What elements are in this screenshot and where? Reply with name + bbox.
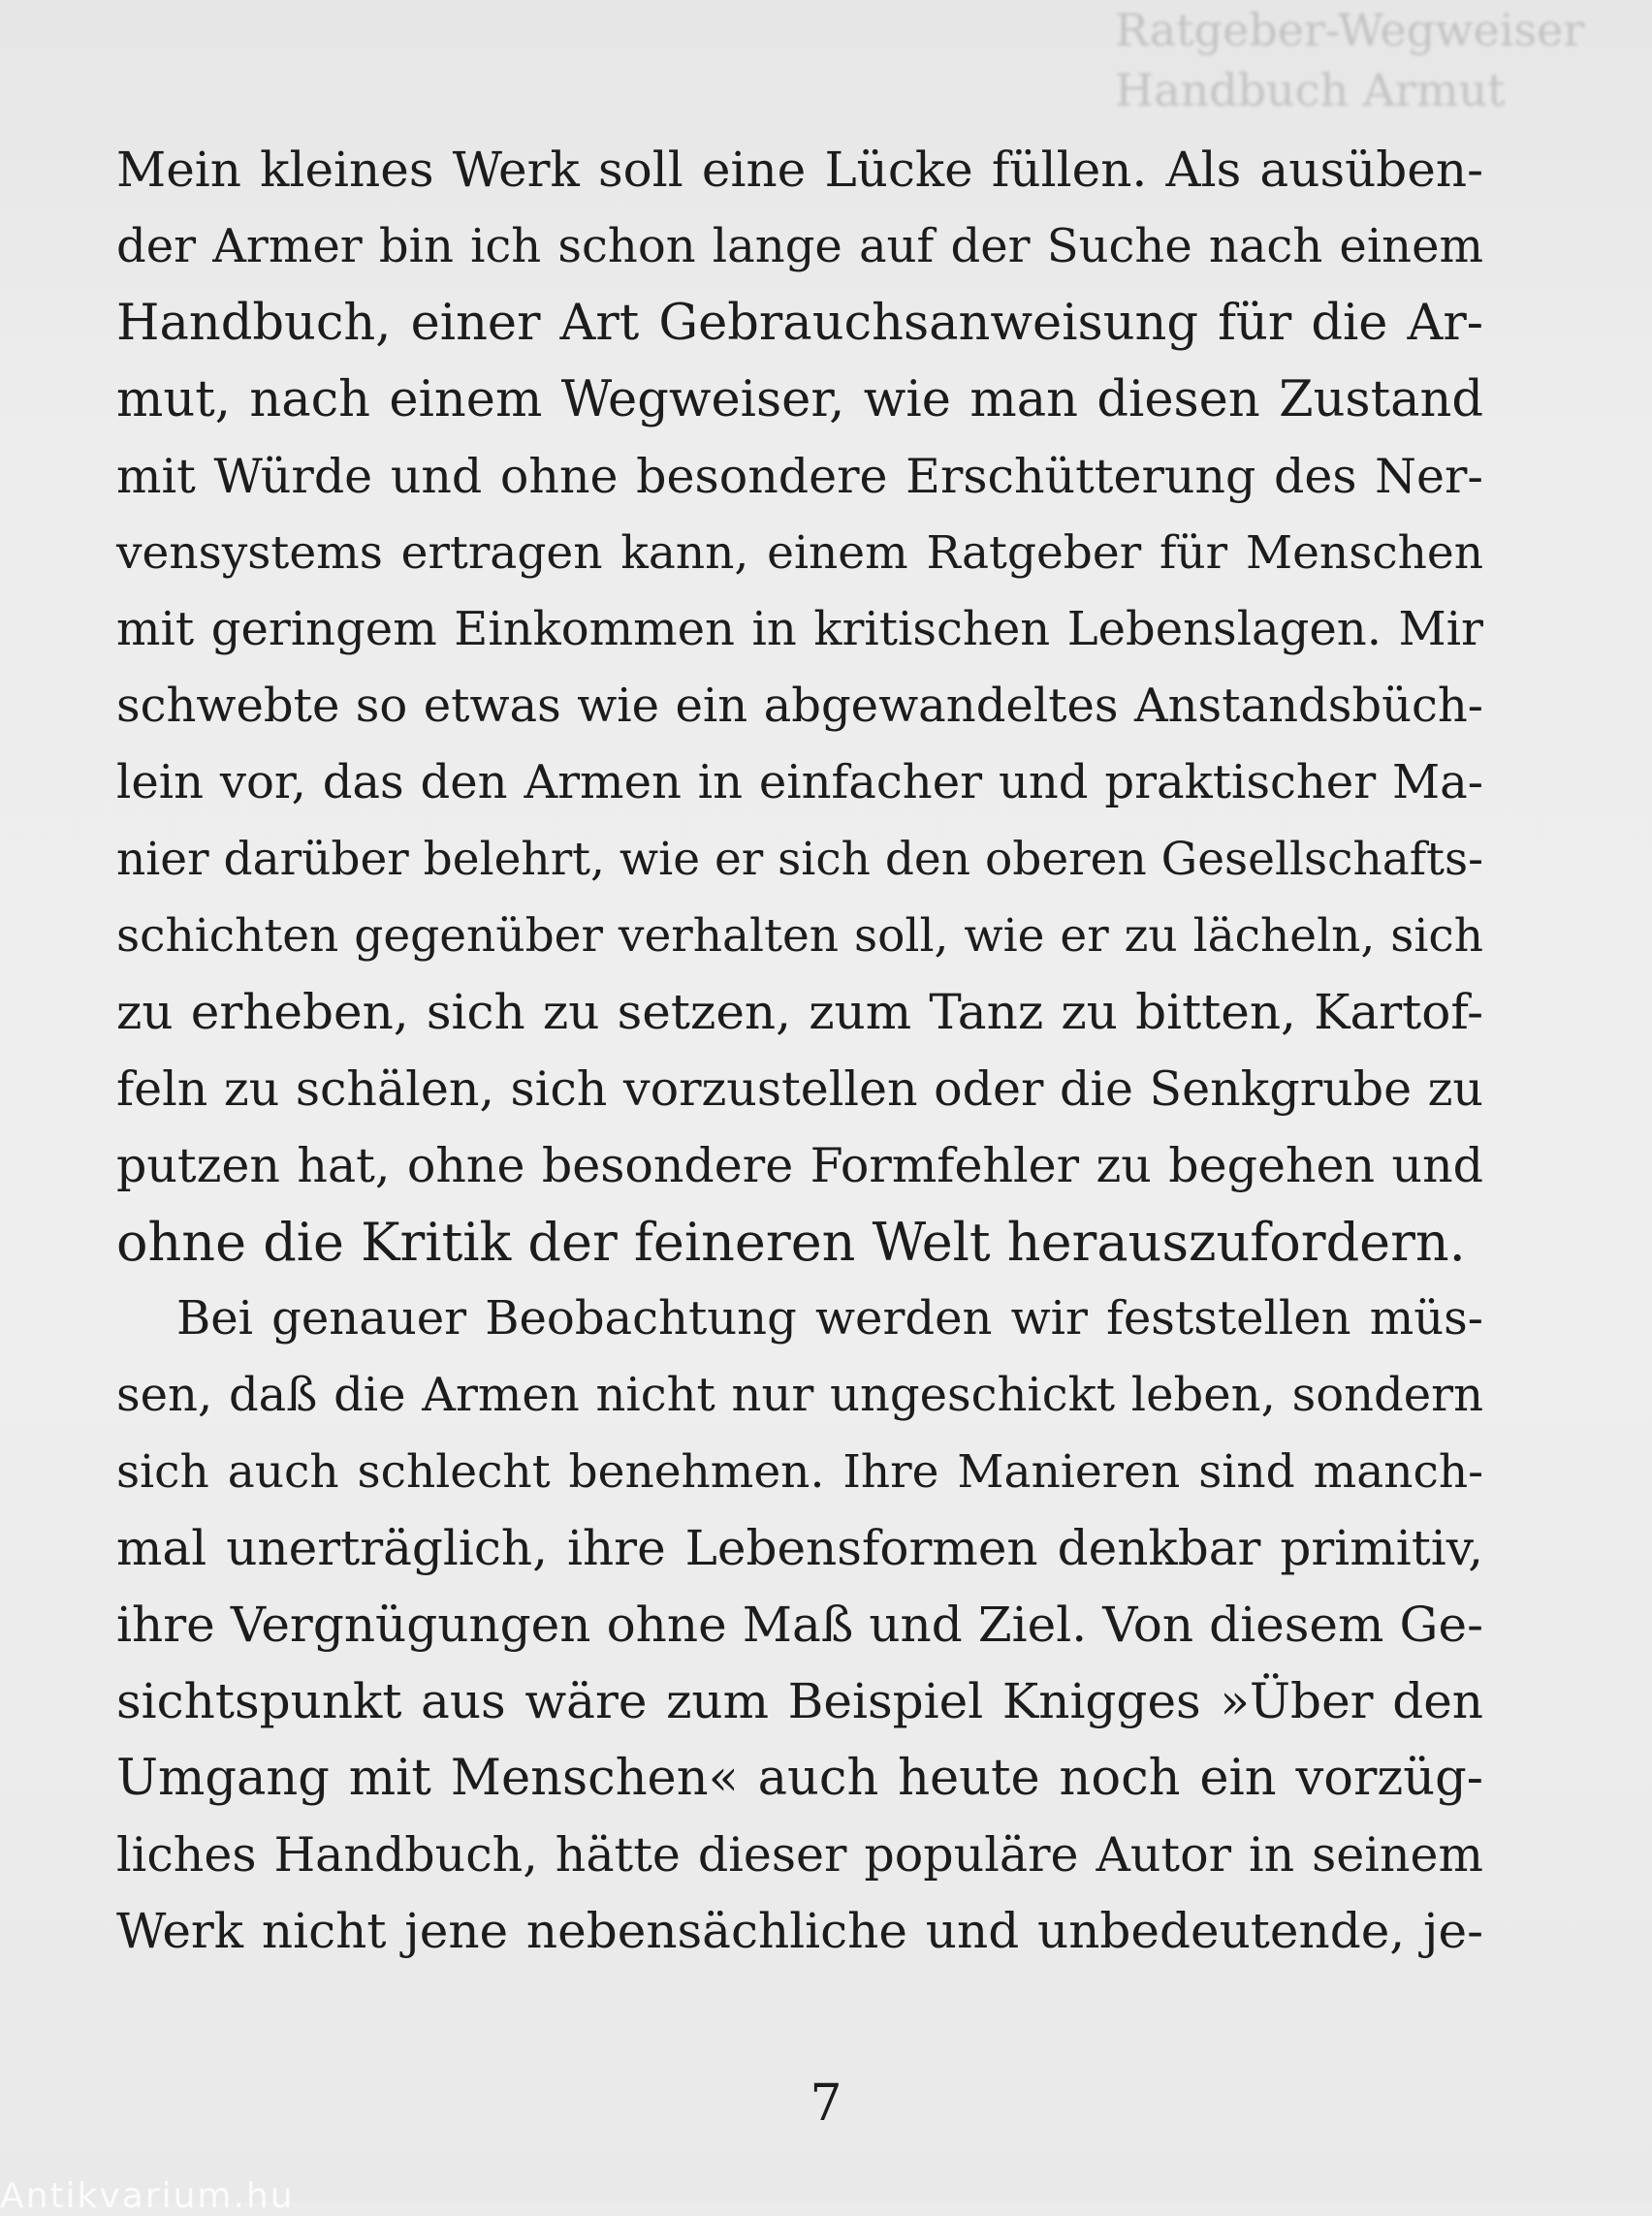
bleed-through-line: Handbuch Armut bbox=[1115, 64, 1506, 116]
text-line: feln zu schälen, sich vorzustellen oder die Senkgrube zu bbox=[116, 1061, 1483, 1117]
text-line: schichten gegenüber verhalten soll, wie er zu lächeln, sich bbox=[116, 909, 1483, 963]
bleed-through-line: Ratgeber-Wegweiser bbox=[1115, 4, 1585, 56]
text-line: der Armer bin ich schon lange auf der Suche nach einem bbox=[116, 219, 1483, 273]
text-line: vensystems ertragen kann, einem Ratgeber für Menschen bbox=[116, 526, 1483, 580]
text-line: nier darüber belehrt, wie er sich den oberen Gesellschafts- bbox=[116, 833, 1484, 886]
text-line: zu erheben, sich zu setzen, zum Tanz zu bitten, Kartof- bbox=[116, 984, 1483, 1040]
text-line: mut, nach einem Wegweiser, wie man diesen Zustand bbox=[116, 371, 1483, 428]
text-line: Handbuch, einer Art Gebrauchsanweisung für die Ar- bbox=[116, 295, 1483, 352]
paragraph-1 bbox=[116, 132, 1483, 1281]
text-line: ohne die Kritik der feineren Welt herauszufordern. bbox=[116, 1212, 1466, 1273]
text-line: schwebte so etwas wie ein abgewandeltes Anstandsbüch- bbox=[116, 679, 1483, 733]
bleed-through-text bbox=[1115, 0, 1585, 116]
text-line: liches Handbuch, hätte dieser populäre Autor in seinem bbox=[116, 1827, 1483, 1883]
text-line: Umgang mit Menschen« auch heute noch ein vorzüg- bbox=[116, 1750, 1483, 1807]
text-line: mal unerträglich, ihre Lebensformen denkbar primitiv, bbox=[116, 1520, 1483, 1576]
watermark: Antikvarium.hu bbox=[0, 2176, 295, 2216]
text-line: sen, daß die Armen nicht nur ungeschickt leben, sondern bbox=[116, 1368, 1483, 1422]
page-number: 7 bbox=[810, 2074, 842, 2133]
text-line: sichtspunkt aus wäre zum Beispiel Knigges »Über den bbox=[116, 1673, 1483, 1729]
body-text bbox=[116, 132, 1483, 1970]
text-line: Mein kleines Werk soll eine Lücke füllen. Als ausüben- bbox=[116, 142, 1483, 198]
text-line: Werk nicht jene nebensächliche und unbedeutende, je- bbox=[116, 1903, 1483, 1959]
text-line: mit geringem Einkommen in kritischen Lebenslagen. Mir bbox=[116, 602, 1483, 656]
text-line: Bei genauer Beobachtung werden wir feststellen müs- bbox=[176, 1291, 1483, 1345]
text-line: sich auch schlecht benehmen. Ihre Manieren sind manch- bbox=[116, 1445, 1483, 1499]
text-line: putzen hat, ohne besondere Formfehler zu begehen und bbox=[116, 1138, 1483, 1193]
text-line: mit Würde und ohne besondere Erschütterung des Ner- bbox=[116, 449, 1483, 504]
text-line: lein vor, das den Armen in einfacher und praktischer Ma- bbox=[116, 755, 1483, 809]
paragraph-2 bbox=[116, 1281, 1483, 1970]
text-line: ihre Vergnügungen ohne Maß und Ziel. Von diesem Ge- bbox=[116, 1597, 1483, 1653]
